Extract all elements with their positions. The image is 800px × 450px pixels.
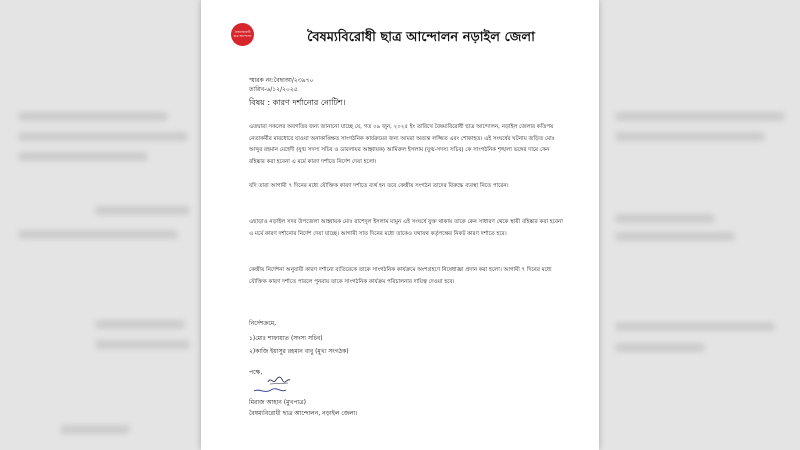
subject-line: বিষয় : কারণ দর্শানোর নোটিশ। bbox=[249, 98, 346, 107]
background-blur-line bbox=[18, 132, 188, 141]
document-date: তারিখ-৬/১২/২০২৫ bbox=[249, 86, 298, 93]
background-blur-line bbox=[95, 320, 185, 329]
logo-text: বৈষম্যবিরোধী ছাত্র আন্দোলন bbox=[233, 30, 252, 38]
on-behalf-label: পক্ষে, bbox=[249, 369, 263, 376]
background-blur-line bbox=[18, 152, 148, 161]
background-blur-line bbox=[60, 425, 130, 434]
notice-document bbox=[201, 0, 599, 450]
ink-stamp-mark bbox=[253, 387, 287, 395]
signer-organization: বৈষম্যবিরোধী ছাত্র আন্দোলন, নড়াইল জেলা। bbox=[249, 410, 358, 417]
body-paragraph: কেন্দ্রীয় নির্দেশনা অনুযায়ী কারণ দর্শানো ব্যতিরেকে তাকে সাংগঠনিক কার্যক্রমে অংশগ্রহণে নিষেধাজ্ঞা প্রদান করা হলো। আগামী ৭ দিনের মধ্যে যৌক্তিক কারণ দর্শাতে পারলে পুনরায় তাকে সাংগঠনিক কার্যক্রম পরিচালনার দায়িত্ব দেওয়া হবে। bbox=[249, 267, 552, 285]
directed-by-label: নির্দেশক্রমে, bbox=[249, 320, 277, 327]
background-blur-line bbox=[615, 132, 765, 141]
body-paragraph: এছাড়াও নড়াইল সদর উপজেলা আহ্বায়ক মোঃ রাশেদুল ইসলাম মামুন এই সংঘর্ষে যুক্ত থাকায় তাকে কেন সাধারণ থেকে স্থায়ী বহিষ্কার করা হবেনা এ মর্মে কারণ দর্শানোর নির্দেশ দেয়া যাচ্ছে। আগামী সাত দিনের মধ্যে তাকেও যথাযথ কর্তৃপক্ষের নিকট কারণ দর্শাতে হবে। bbox=[249, 219, 563, 237]
background-blur-line bbox=[615, 214, 715, 223]
handwritten-signature bbox=[267, 374, 291, 386]
organization-header: বৈষম্যবিরোধী ছাত্র আন্দোলন নড়াইল জেলা bbox=[307, 30, 535, 45]
background-blur-line bbox=[18, 112, 168, 121]
background-blur-line bbox=[95, 206, 190, 215]
signatory-item: ২)কাজি ইয়াসুর রহমান বাবু (মুখ্য সংগঠক) bbox=[249, 348, 349, 355]
body-paragraph: এতদ্বারা সকলের অবগতির জন্য জানানো যাচ্ছে যে, গত ০৯ জুন, ২০২৫ ইং তারিখে বৈষম্যবিরোধী ছাত্র আন্দোলন, নড়াইল জেলার কতিপয় নেতাকর্মীর মারধোরে যাওয়া অনাকাঙ্ক্ষিত সাংগঠনিক কার্যক্রমের জন্য আমরা অত্যন্ত লজ্জিত এবং শোকাহত। এই সংঘর্ষের ঘটনায় জড়িত মোঃ আব্দুর রহমান মেহেদী (যুগ্ম সদস্য সচিব ও ডাবলায়র আহ্বায়ক) আমিরুল ইসলাম (যুগ্ম-সদস্য সচিব) কে সাংগঠনিক শৃঙ্খলা ভঙ্গের দায়ে কেন বহিষ্কার করা হবেনা এ মর্মে কারণ দর্শাতে নির্দেশ দেয়া হলো। bbox=[249, 124, 555, 165]
organization-logo bbox=[231, 23, 254, 46]
background-blur-line bbox=[18, 230, 178, 239]
background-blur-line bbox=[615, 322, 775, 331]
signer-name: মিরাজ আহান (মুখপাত্র) bbox=[249, 399, 306, 406]
background-blur-line bbox=[615, 112, 785, 121]
signatory-item: ১)মোঃ শাফায়াত (সদস্য সচিব) bbox=[249, 335, 323, 342]
background-blur-line bbox=[615, 232, 735, 241]
body-paragraph: যদি তারা আগামী ৭ দিনের মধ্যে যৌক্তিক কারণ দর্শাতে ব্যর্থ হন তবে কেন্দ্রীয় সংগঠন তাদের বিরুদ্ধে ব্যবস্থা নিতে পারেন। bbox=[249, 183, 509, 189]
background-blur-line bbox=[615, 343, 705, 352]
memo-number: স্মারক নং:বৈছাআ/২৩৯৭০ bbox=[249, 77, 314, 84]
background-blur-line bbox=[95, 340, 190, 349]
